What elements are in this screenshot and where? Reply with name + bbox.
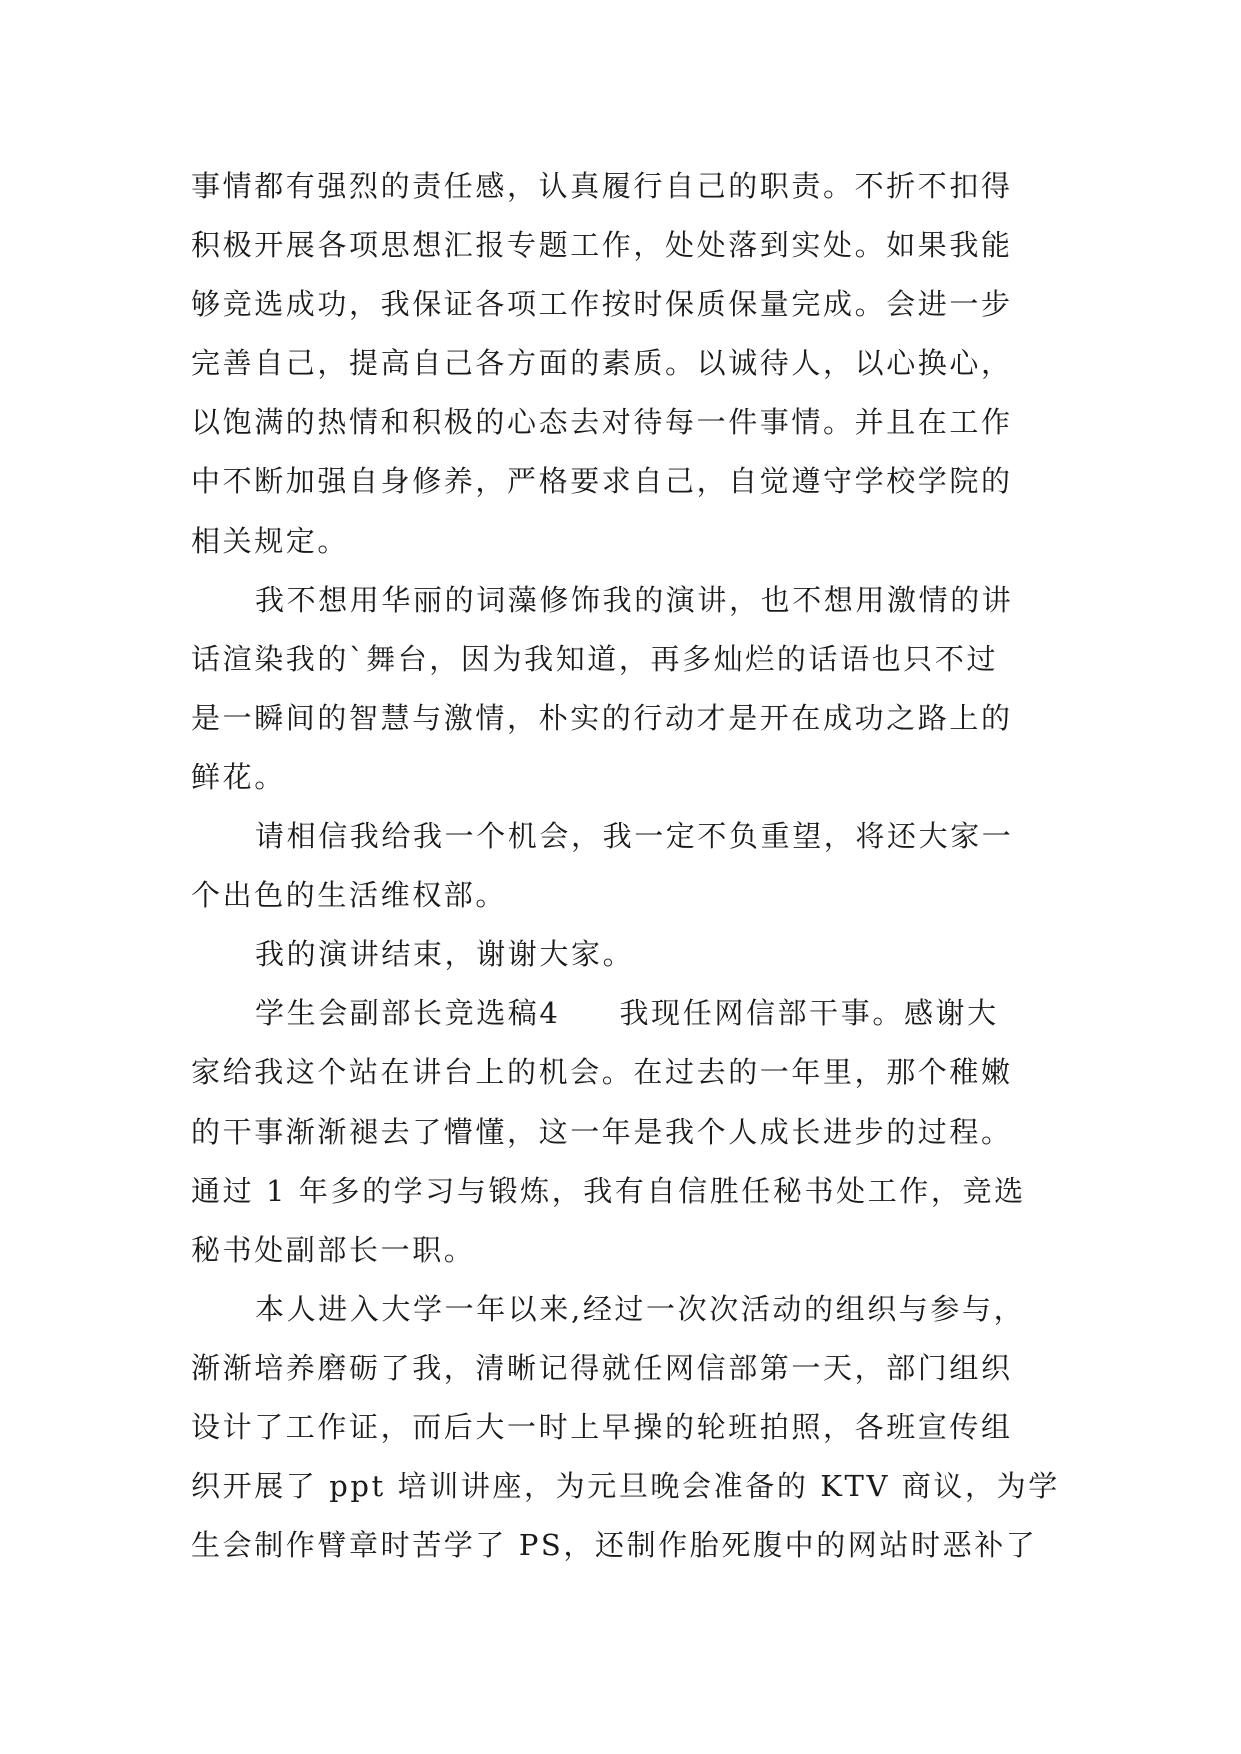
text-line: 学生会副部长竞选稿4 我现任网信部干事。感谢大: [255, 996, 999, 1031]
text-line: 话渲染我的`舞台，因为我知道，再多灿烂的话语也只不过: [191, 641, 999, 676]
text-line: 秘书处副部长一职。: [191, 1232, 476, 1267]
text-line: 本人进入大学一年以来,经过一次次活动的组织与参与，: [255, 1291, 1026, 1326]
text-line: 通过 1 年多的学习与锻炼，我有自信胜任秘书处工作，竞选: [191, 1173, 1026, 1208]
text-line: 我不想用华丽的词藻修饰我的演讲，也不想用激情的讲: [255, 582, 1014, 617]
text-line: 渐渐培养磨砺了我，清晰记得就任网信部第一天，部门组织: [191, 1350, 1013, 1385]
text-line: 我的演讲结束，谢谢大家。: [255, 937, 635, 972]
text-line: 设计了工作证，而后大一时上早操的轮班拍照，各班宣传组: [191, 1409, 1013, 1444]
text-line: 鲜花。: [191, 759, 286, 794]
text-line: 以饱满的热情和积极的心态去对待每一件事情。并且在工作: [191, 405, 1013, 440]
text-line: 织开展了 ppt 培训讲座，为元旦晚会准备的 KTV 商议，为学: [191, 1469, 1060, 1504]
text-line: 相关规定。: [191, 523, 350, 558]
text-line: 完善自己，提高自己各方面的素质。以诚待人，以心换心，: [191, 346, 1013, 381]
text-line: 请相信我给我一个机会，我一定不负重望，将还大家一: [255, 819, 1014, 854]
text-line: 生会制作臂章时苦学了 PS，还制作胎死腹中的网站时恶补了: [191, 1528, 1038, 1563]
text-line: 家给我这个站在讲台上的机会。在过去的一年里，那个稚嫩: [191, 1055, 1013, 1090]
text-line: 事情都有强烈的责任感，认真履行自己的职责。不折不扣得: [191, 169, 1013, 203]
text-line: 是一瞬间的智慧与激情，朴实的行动才是开在成功之路上的: [191, 700, 1013, 735]
body-text: [191, 157, 1071, 1575]
text-line: 够竞选成功，我保证各项工作按时保质保量完成。会进一步: [191, 287, 1013, 322]
text-line: 积极开展各项思想汇报专题工作，处处落到实处。如果我能: [191, 228, 1013, 263]
text-line: 中不断加强自身修养，严格要求自己，自觉遵守学校学院的: [191, 464, 1013, 499]
text-line: 的干事渐渐褪去了懵懂，这一年是我个人成长进步的过程。: [191, 1114, 1013, 1149]
text-line: 个出色的生活维权部。: [191, 878, 508, 913]
